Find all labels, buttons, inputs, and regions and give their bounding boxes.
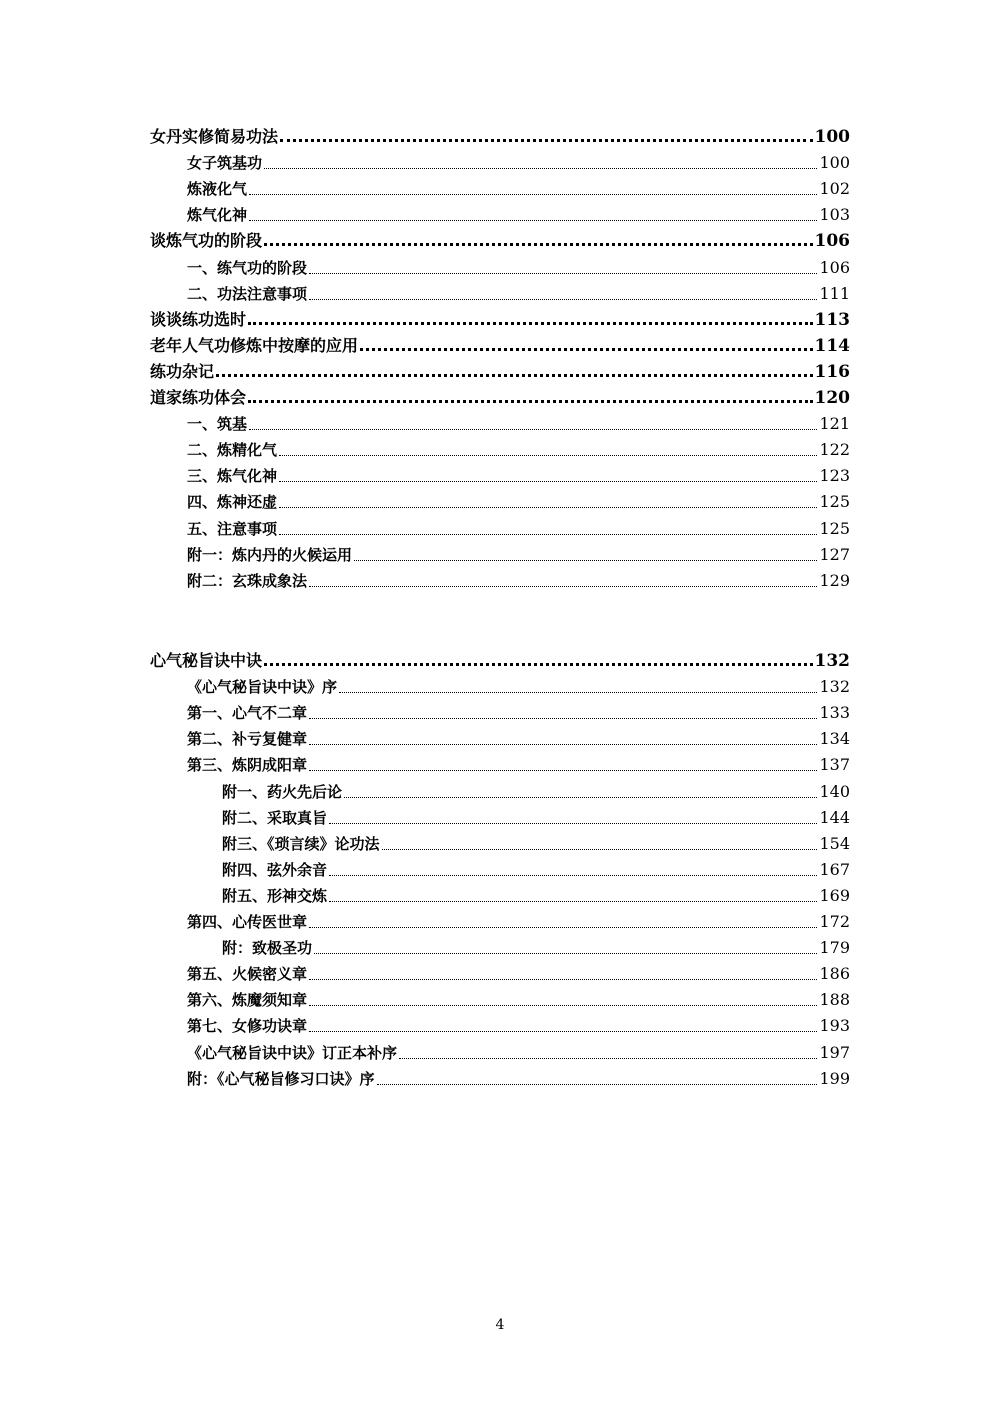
toc-entry-title: 一、练气功的阶段 xyxy=(187,258,308,277)
toc-entry-page: 197 xyxy=(819,1042,850,1062)
toc-entry-title: 第五、火候密义章 xyxy=(187,965,308,984)
dot-leader xyxy=(280,139,812,142)
toc-entry-title: 附一：炼内丹的火候运用 xyxy=(187,545,353,564)
toc-entry xyxy=(150,776,850,802)
toc-entry xyxy=(150,566,850,592)
dot-leader xyxy=(309,1005,817,1006)
toc-entry xyxy=(150,200,850,226)
toc-entry-page: 133 xyxy=(819,703,850,723)
toc-entry-page: 144 xyxy=(819,807,850,827)
toc-entry-title: 第四、心传医世章 xyxy=(187,913,308,932)
toc-entry xyxy=(150,803,850,829)
toc-entry xyxy=(150,174,850,200)
toc-entry-page: 137 xyxy=(819,755,850,775)
toc-entry-title: 四、炼神还虚 xyxy=(187,493,278,512)
toc-entry xyxy=(150,750,850,776)
toc-entry-page: 129 xyxy=(819,570,850,590)
toc-entry xyxy=(150,409,850,435)
dot-leader xyxy=(360,348,812,351)
dot-leader xyxy=(309,744,817,745)
toc-entry-title: 五、注意事项 xyxy=(187,519,278,538)
toc-entry xyxy=(150,226,850,252)
toc-entry-page: 179 xyxy=(819,938,850,958)
toc-entry-page: 123 xyxy=(819,466,850,486)
toc-entry-page: 103 xyxy=(819,205,850,225)
toc-entry xyxy=(150,855,850,881)
toc-entry xyxy=(150,933,850,959)
toc-entry-page: 106 xyxy=(814,231,850,252)
toc-entry xyxy=(150,829,850,855)
toc-entry xyxy=(150,1011,850,1037)
dot-leader xyxy=(399,1058,817,1059)
toc-entry-title: 附五、形神交炼 xyxy=(222,886,328,905)
dot-leader xyxy=(279,481,817,482)
toc-entry-page: 134 xyxy=(819,729,850,749)
toc-entry xyxy=(150,383,850,409)
toc-entry xyxy=(150,540,850,566)
toc-entry-title: 第二、补亏复健章 xyxy=(187,730,308,749)
toc-entry-page: 132 xyxy=(819,677,850,697)
toc-entry-title: 第一、心气不二章 xyxy=(187,704,308,723)
toc-entry-page: 132 xyxy=(814,651,850,672)
toc-entry-page: 122 xyxy=(819,440,850,460)
dot-leader xyxy=(309,586,817,587)
toc-entry-title: 谈炼气功的阶段 xyxy=(150,231,263,251)
toc-entry xyxy=(150,907,850,933)
toc-entry-page: 100 xyxy=(819,153,850,173)
dot-leader xyxy=(249,429,817,430)
dot-leader xyxy=(279,507,817,508)
toc-entry xyxy=(150,435,850,461)
toc-entry-title: 附四、弦外余音 xyxy=(222,860,328,879)
dot-leader xyxy=(309,927,817,928)
toc-entry-page: 102 xyxy=(819,179,850,199)
toc-entry-title: 第七、女修功诀章 xyxy=(187,1017,308,1036)
dot-leader xyxy=(377,1084,818,1085)
toc-section-1 xyxy=(150,122,850,592)
toc-entry-title: 《心气秘旨诀中诀》订正本补序 xyxy=(187,1043,398,1062)
toc-entry-page: 127 xyxy=(819,544,850,564)
toc-entry xyxy=(150,305,850,331)
toc-entry-title: 道家练功体会 xyxy=(150,388,247,408)
toc-entry xyxy=(150,252,850,278)
dot-leader xyxy=(264,168,817,169)
toc-entry xyxy=(150,959,850,985)
dot-leader xyxy=(248,400,812,403)
dot-leader xyxy=(309,299,817,300)
toc-entry-title: 附一、药火先后论 xyxy=(222,782,343,801)
toc-entry-page: 167 xyxy=(819,859,850,879)
dot-leader xyxy=(264,663,812,666)
toc-entry xyxy=(150,1037,850,1063)
toc-entry-title: 炼液化气 xyxy=(187,180,248,199)
toc-entry xyxy=(150,148,850,174)
toc-entry-page: 199 xyxy=(819,1068,850,1088)
toc-entry-page: 154 xyxy=(819,833,850,853)
toc-entry xyxy=(150,357,850,383)
toc-entry-page: 121 xyxy=(819,414,850,434)
toc-entry-title: 心气秘旨诀中诀 xyxy=(150,651,263,671)
toc-entry-title: 炼气化神 xyxy=(187,206,248,225)
dot-leader xyxy=(309,979,817,980)
toc-entry-page: 125 xyxy=(819,492,850,512)
toc-entry xyxy=(150,513,850,539)
toc-entry-page: 140 xyxy=(819,781,850,801)
dot-leader xyxy=(249,194,817,195)
dot-leader xyxy=(248,322,812,325)
toc-entry xyxy=(150,279,850,305)
dot-leader xyxy=(382,849,818,850)
toc-entry-title: 女子筑基功 xyxy=(187,154,263,173)
toc-entry-title: 二、炼精化气 xyxy=(187,441,278,460)
dot-leader xyxy=(339,692,817,693)
toc-entry-page: 113 xyxy=(814,309,850,330)
toc-entry-page: 188 xyxy=(819,990,850,1010)
dot-leader xyxy=(329,901,817,902)
toc-section-2 xyxy=(150,646,850,1090)
toc-entry-page: 116 xyxy=(814,361,850,382)
toc-entry xyxy=(150,698,850,724)
dot-leader xyxy=(354,560,817,561)
toc-entry-page: 106 xyxy=(819,257,850,277)
toc-entry-title: 第六、炼魔须知章 xyxy=(187,991,308,1010)
dot-leader xyxy=(309,718,817,719)
toc-entry-page: 120 xyxy=(814,388,850,409)
toc-entry-page: 100 xyxy=(814,127,850,148)
dot-leader xyxy=(314,953,817,954)
toc-entry-title: 附：《心气秘旨修习口诀》序 xyxy=(187,1069,375,1088)
toc-entry-page: 169 xyxy=(819,885,850,905)
page-number: 4 xyxy=(495,1317,505,1333)
dot-leader xyxy=(249,220,817,221)
toc-entry-title: 老年人气功修炼中按摩的应用 xyxy=(150,335,359,355)
toc-entry-title: 三、炼气化神 xyxy=(187,467,278,486)
toc-entry xyxy=(150,646,850,672)
toc-entry-title: 附：致极圣功 xyxy=(222,939,313,958)
dot-leader xyxy=(309,1031,817,1032)
toc-entry-title: 练功杂记 xyxy=(150,361,215,381)
toc-entry xyxy=(150,985,850,1011)
toc-entry-page: 186 xyxy=(819,964,850,984)
toc-entry-page: 114 xyxy=(814,335,850,356)
toc-entry-page: 172 xyxy=(819,912,850,932)
toc-entry-title: 《心气秘旨诀中诀》序 xyxy=(187,678,338,697)
dot-leader xyxy=(329,823,817,824)
toc-entry-page: 125 xyxy=(819,518,850,538)
toc-entry-title: 二、功法注意事项 xyxy=(187,284,308,303)
toc-entry xyxy=(150,331,850,357)
toc-entry-title: 谈谈练功选时 xyxy=(150,309,247,329)
toc-entry xyxy=(150,122,850,148)
toc-entry-title: 附二：玄珠成象法 xyxy=(187,571,308,590)
dot-leader xyxy=(329,875,817,876)
toc-entry xyxy=(150,724,850,750)
toc-entry xyxy=(150,672,850,698)
toc-entry xyxy=(150,1064,850,1090)
dot-leader xyxy=(344,797,817,798)
toc-entry-title: 第三、炼阴成阳章 xyxy=(187,756,308,775)
toc-entry-title: 附二、采取真旨 xyxy=(222,808,328,827)
dot-leader xyxy=(309,770,817,771)
dot-leader xyxy=(279,534,817,535)
dot-leader xyxy=(279,455,817,456)
toc-entry xyxy=(150,461,850,487)
toc-entry-page: 111 xyxy=(819,283,850,303)
toc-entry-page: 193 xyxy=(819,1016,850,1036)
dot-leader xyxy=(264,243,812,246)
toc-entry xyxy=(150,487,850,513)
dot-leader xyxy=(309,273,817,274)
toc-entry-title: 女丹实修简易功法 xyxy=(150,127,279,147)
toc-entry-title: 附三、《琐言续》论功法 xyxy=(222,834,380,853)
toc-entry xyxy=(150,881,850,907)
dot-leader xyxy=(216,374,812,377)
toc-entry-title: 一、筑基 xyxy=(187,415,248,434)
